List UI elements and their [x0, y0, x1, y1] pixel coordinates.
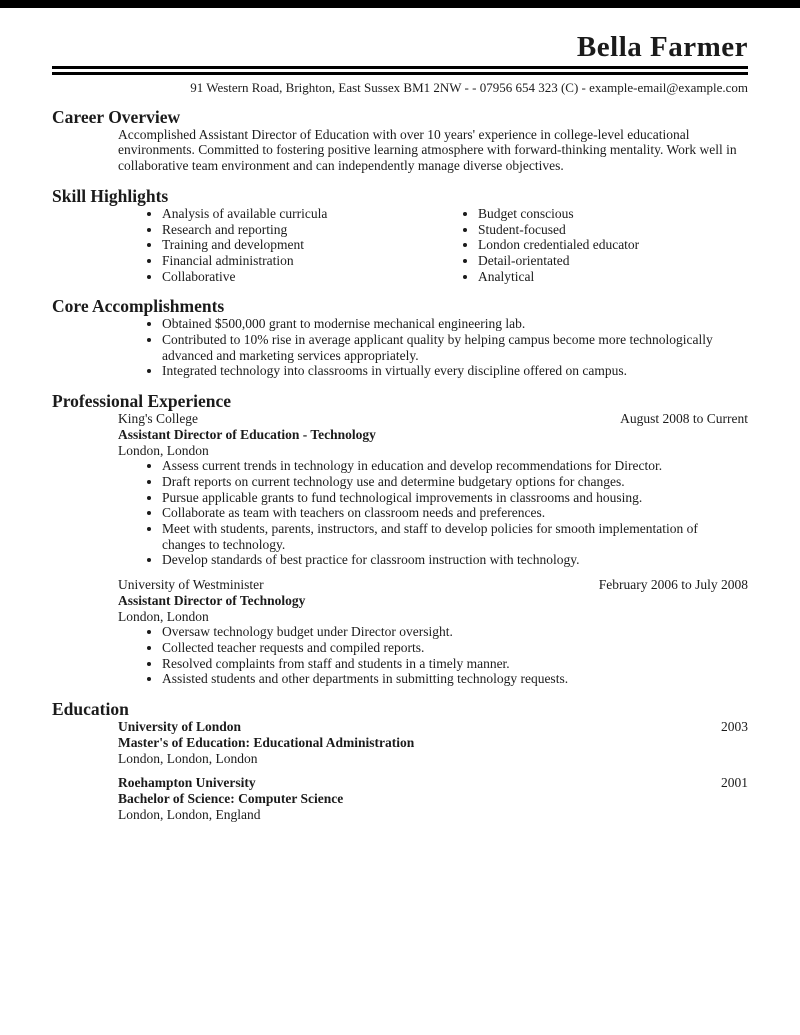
job-duty-item: • Assess current trends in technology in education and develop recommendations for Director.	[162, 458, 714, 474]
skill-item: • Research and reporting	[162, 222, 434, 238]
job-header-row	[118, 411, 748, 427]
education-heading: Education	[52, 699, 129, 720]
job-duties-list	[118, 458, 748, 568]
job-title: Assistant Director of Education - Technology	[118, 426, 376, 442]
skill-item: • Detail-orientated	[478, 253, 748, 269]
job-entry	[118, 411, 748, 568]
skill-item: • London credentialed educator	[478, 237, 748, 253]
skill-item: • Collaborative	[162, 269, 434, 285]
section-professional-experience	[52, 391, 748, 687]
education-entry	[118, 719, 748, 766]
header-double-rule	[52, 66, 748, 75]
section-education	[52, 699, 748, 822]
section-core-accomplishments	[52, 296, 748, 379]
education-header-row	[118, 719, 748, 735]
top-black-bar	[0, 0, 800, 8]
job-duty-item: • Collected teacher requests and compiled reports.	[162, 640, 714, 656]
accomplishment-item: • Integrated technology into classrooms in virtually every discipline offered on campus.	[162, 363, 748, 379]
job-employer: University of Westminister	[118, 577, 264, 593]
job-location: London, London	[118, 608, 209, 624]
education-degree: Bachelor of Science: Computer Science	[118, 790, 344, 806]
job-header-row	[118, 577, 748, 593]
skill-item: • Analytical	[478, 269, 748, 285]
core-accomplishments-list	[118, 316, 748, 379]
job-employer: King's College	[118, 411, 199, 427]
skills-columns	[118, 206, 748, 285]
job-dates: August 2008 to Current	[620, 411, 748, 427]
education-degree: Master's of Education: Educational Administration	[118, 734, 415, 750]
job-duty-item: • Pursue applicable grants to fund technological improvements in classrooms and housing.	[162, 490, 714, 506]
skill-item: • Training and development	[162, 237, 434, 253]
job-location: London, London	[118, 442, 209, 458]
education-header-row	[118, 775, 748, 791]
skills-left-column	[118, 206, 434, 285]
education-school: University of London	[118, 719, 242, 735]
education-year: 2001	[721, 775, 748, 791]
job-duties-list	[118, 624, 748, 687]
education-entry	[118, 775, 748, 822]
job-duty-item: • Assisted students and other departments in submitting technology requests.	[162, 671, 714, 687]
career-overview-text: Accomplished Assistant Director of Education with over 10 years' experience in college-level educational environments. Committed to fostering positive learning atmosphere with forward-thinking mentality. Work well in collaborative team environment and can independently manage diverse objectives.	[118, 126, 737, 174]
job-duty-item: • Meet with students, parents, instructors, and staff to develop policies for smooth implementation of changes to technology.	[162, 521, 714, 552]
skill-item: • Analysis of available curricula	[162, 206, 434, 222]
education-year: 2003	[721, 719, 748, 735]
skills-right-column	[434, 206, 748, 285]
core-accomplishments-heading: Core Accomplishments	[52, 296, 225, 317]
job-duty-item: • Oversaw technology budget under Director oversight.	[162, 624, 714, 640]
education-location: London, London, London	[118, 750, 258, 766]
resume-name: Bella Farmer	[576, 31, 748, 63]
skill-highlights-heading: Skill Highlights	[52, 185, 169, 206]
contact-line: 91 Western Road, Brighton, East Sussex BM1 2NW - - 07956 654 323 (C) - example-email@example.com	[190, 80, 748, 95]
job-duty-item: • Draft reports on current technology use and determine budgetary options for changes.	[162, 474, 714, 490]
professional-experience-heading: Professional Experience	[52, 391, 232, 412]
rule-line-top	[52, 66, 748, 69]
skill-item: • Student-focused	[478, 222, 748, 238]
education-school: Roehampton University	[118, 775, 256, 791]
rule-line-bottom	[52, 72, 748, 75]
accomplishment-item: • Contributed to 10% rise in average applicant quality by helping campus become more technologically advanced and marketing services appropriately.	[162, 332, 748, 363]
job-duty-item: • Resolved complaints from staff and students in a timely manner.	[162, 656, 714, 672]
education-location: London, London, England	[118, 806, 261, 822]
career-overview-heading: Career Overview	[52, 106, 181, 127]
skill-item: • Financial administration	[162, 253, 434, 269]
education-list	[52, 719, 748, 822]
section-career-overview	[52, 107, 748, 174]
jobs-list	[52, 411, 748, 687]
job-duty-item: • Collaborate as team with teachers on classroom needs and preferences.	[162, 505, 714, 521]
section-skill-highlights	[52, 186, 748, 285]
skill-item: • Budget conscious	[478, 206, 748, 222]
job-title: Assistant Director of Technology	[118, 592, 306, 608]
job-entry	[118, 577, 748, 687]
job-dates: February 2006 to July 2008	[598, 577, 748, 593]
resume-header	[52, 0, 748, 96]
accomplishment-item: • Obtained $500,000 grant to modernise mechanical engineering lab.	[162, 316, 748, 332]
job-duty-item: • Develop standards of best practice for classroom instruction with technology.	[162, 552, 714, 568]
